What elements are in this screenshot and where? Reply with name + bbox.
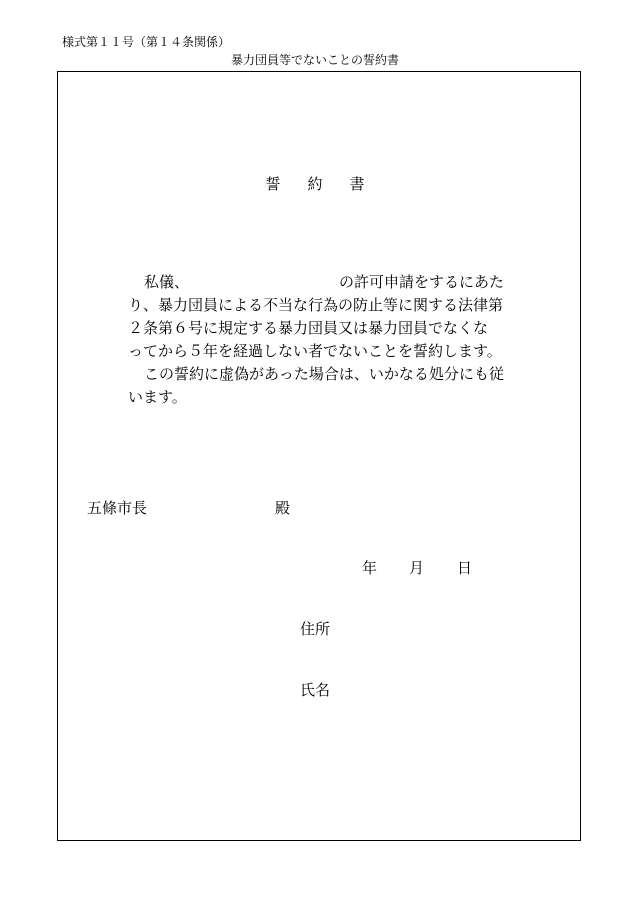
body-line <box>128 340 520 363</box>
pledge-body <box>128 271 520 409</box>
date-year-label: 年 <box>362 559 378 577</box>
date-day-label: 日 <box>457 559 473 577</box>
body-line <box>128 294 520 317</box>
body-line-text: この誓約に虚偽があった場合は、いかなる処分にも従 <box>144 365 504 383</box>
addressee: 五條市長 <box>87 499 148 517</box>
body-line <box>128 271 520 294</box>
body-line <box>128 363 520 386</box>
body-line <box>128 386 520 409</box>
form-number: 様式第１１号（第１４条関係） <box>62 35 231 49</box>
body-line-text: ってから５年を経過しない者でないことを誓約します。 <box>128 342 502 360</box>
body-line-text: り、暴力団員による不当な行為の防止等に関する法律第 <box>128 296 504 314</box>
body-line-text: 私儀、 <box>144 273 190 291</box>
name-label: 氏名 <box>300 681 331 699</box>
document-title: 誓約書 <box>265 175 392 193</box>
document-subtitle: 暴力団員等でないことの誓約書 <box>230 53 399 67</box>
body-line-text: ２条第６号に規定する暴力団員又は暴力団員でなくな <box>128 319 489 337</box>
address-label: 住所 <box>300 620 331 638</box>
body-line-text: の許可申請をするにあた <box>339 273 505 291</box>
honorific: 殿 <box>275 499 291 517</box>
date-month-label: 月 <box>409 559 425 577</box>
body-line <box>128 317 520 340</box>
body-line-text: います。 <box>128 388 187 406</box>
